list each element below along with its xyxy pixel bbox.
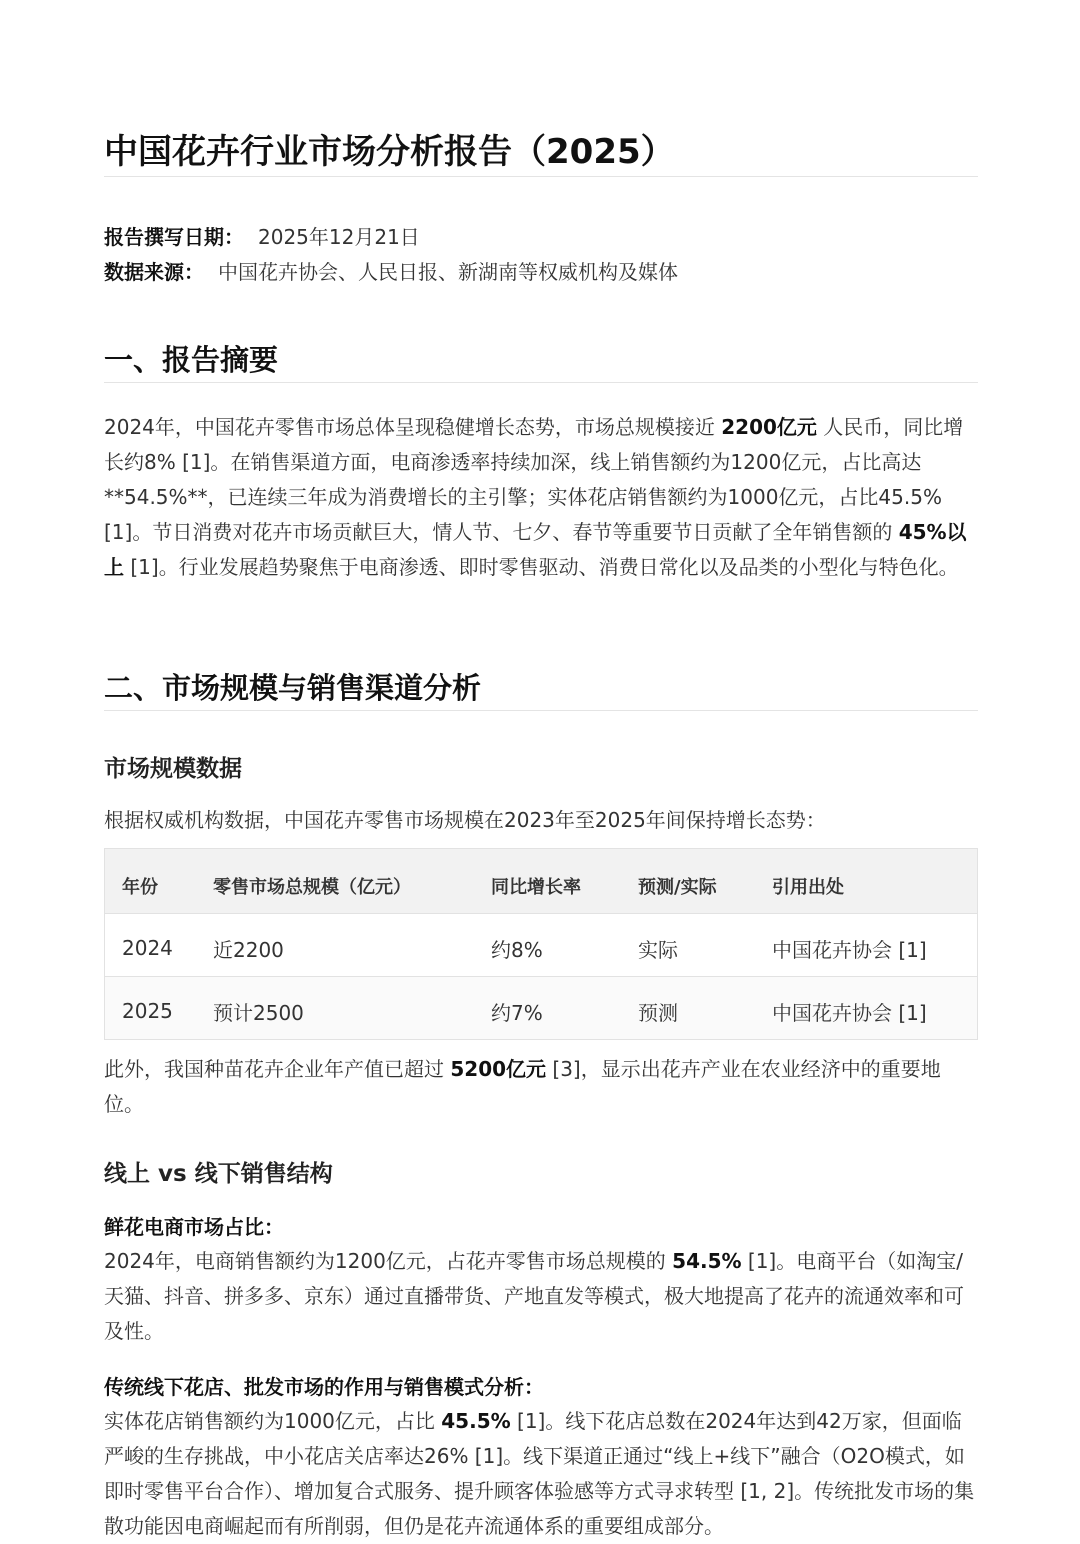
cell-type: 预测 xyxy=(621,977,755,1040)
cell-year: 2025 xyxy=(105,977,197,1040)
cell-growth: 约7% xyxy=(474,977,621,1040)
cell-year: 2024 xyxy=(105,914,197,977)
header-market-size: 零售市场总规模（亿元） xyxy=(196,849,474,914)
header-growth: 同比增长率 xyxy=(474,849,621,914)
subheading-market-size: 市场规模数据 xyxy=(104,756,242,782)
cell-market-size: 预计2500 xyxy=(196,977,474,1040)
date-value: 2025年12月21日 xyxy=(258,225,420,249)
emphasis-holiday-share: 45%以上 xyxy=(104,520,967,579)
text-run: 人民币，同比增长约8% [1]。在销售渠道方面，电商渗透率持续加深，线上销售额约为1200亿元，占比高达 **54.5%**，已连续三年成为消费增长的主引擎；实体花店销售额约为1000亿元，占比45.5% [1]。节日消费对花卉市场贡献巨大，情人节、七夕、春节等重要节日贡献了全年销售额的 xyxy=(104,415,964,544)
report-date-line xyxy=(104,220,978,254)
text-run: 2024年，电商销售额约为1200亿元，占花卉零售市场总规模的 xyxy=(104,1249,673,1273)
cell-source: 中国花卉协会 [1] xyxy=(755,977,978,1040)
source-label: 数据来源： xyxy=(104,260,204,284)
cell-source: 中国花卉协会 [1] xyxy=(755,914,978,977)
section-heading-market: 二、市场规模与销售渠道分析 xyxy=(104,666,978,711)
table-row xyxy=(105,914,978,977)
summary-paragraph xyxy=(104,410,978,585)
emphasis-market-size: 2200亿元 xyxy=(721,415,817,439)
cell-growth: 约8% xyxy=(474,914,621,977)
lead-offline-stores: 传统线下花店、批发市场的作用与销售模式分析： xyxy=(104,1375,544,1399)
lead-ecommerce-share: 鲜花电商市场占比： xyxy=(104,1215,284,1239)
offline-paragraph xyxy=(104,1404,978,1544)
cell-type: 实际 xyxy=(621,914,755,977)
table-header-row xyxy=(105,849,978,914)
header-year: 年份 xyxy=(105,849,197,914)
emphasis-seedling-output: 5200亿元 xyxy=(450,1057,547,1081)
seedling-output-paragraph xyxy=(104,1052,978,1122)
date-label: 报告撰写日期： xyxy=(104,225,244,249)
ecommerce-paragraph xyxy=(104,1244,978,1349)
text-run: 实体花店销售额约为1000亿元，占比 xyxy=(104,1409,442,1433)
subheading-online-offline: 线上 vs 线下销售结构 xyxy=(104,1161,333,1187)
text-run: [1]。电商平台（如淘宝/天猫、抖音、拼多多、京东）通过直播带货、产地直发等模式，极大地提高了花卉的流通效率和可及性。 xyxy=(104,1249,964,1343)
text-run: [1]。行业发展趋势聚焦于电商渗透、即时零售驱动、消费日常化以及品类的小型化与特色化。 xyxy=(124,555,959,579)
header-source: 引用出处 xyxy=(755,849,978,914)
data-source-line xyxy=(104,255,978,289)
table-row xyxy=(105,977,978,1040)
text-run: 2024年，中国花卉零售市场总体呈现稳健增长态势，市场总规模接近 xyxy=(104,415,722,439)
section-heading-summary: 一、报告摘要 xyxy=(104,338,978,383)
cell-market-size: 近2200 xyxy=(196,914,474,977)
emphasis-offline-share: 45.5% xyxy=(441,1409,511,1433)
header-type: 预测/实际 xyxy=(621,849,755,914)
text-run: [1]。线下花店总数在2024年达到42万家，但面临严峻的生存挑战，中小花店关店率达26% [1]。线下渠道正通过“线上+线下”融合（O2O模式，如即时零售平台合作）、增加复合式服务、提升顾客体验感等方式寻求转型 [1, 2]。传统批发市场的集散功能因电商崛起而有所削弱，但仍是花卉流通体系的重要组成部分。 xyxy=(104,1409,975,1538)
text-run: 此外，我国种苗花卉企业年产值已超过 xyxy=(104,1057,451,1081)
table-intro: 根据权威机构数据，中国花卉零售市场规模在2023年至2025年间保持增长态势： xyxy=(104,808,826,832)
source-value: 中国花卉协会、人民日报、新湖南等权威机构及媒体 xyxy=(218,260,678,284)
emphasis-online-share: 54.5% xyxy=(672,1249,742,1273)
market-size-table xyxy=(104,848,978,1040)
text-run: [3]，显示出花卉产业在农业经济中的重要地位。 xyxy=(104,1057,941,1116)
page-title: 中国花卉行业市场分析报告（2025） xyxy=(104,128,978,177)
